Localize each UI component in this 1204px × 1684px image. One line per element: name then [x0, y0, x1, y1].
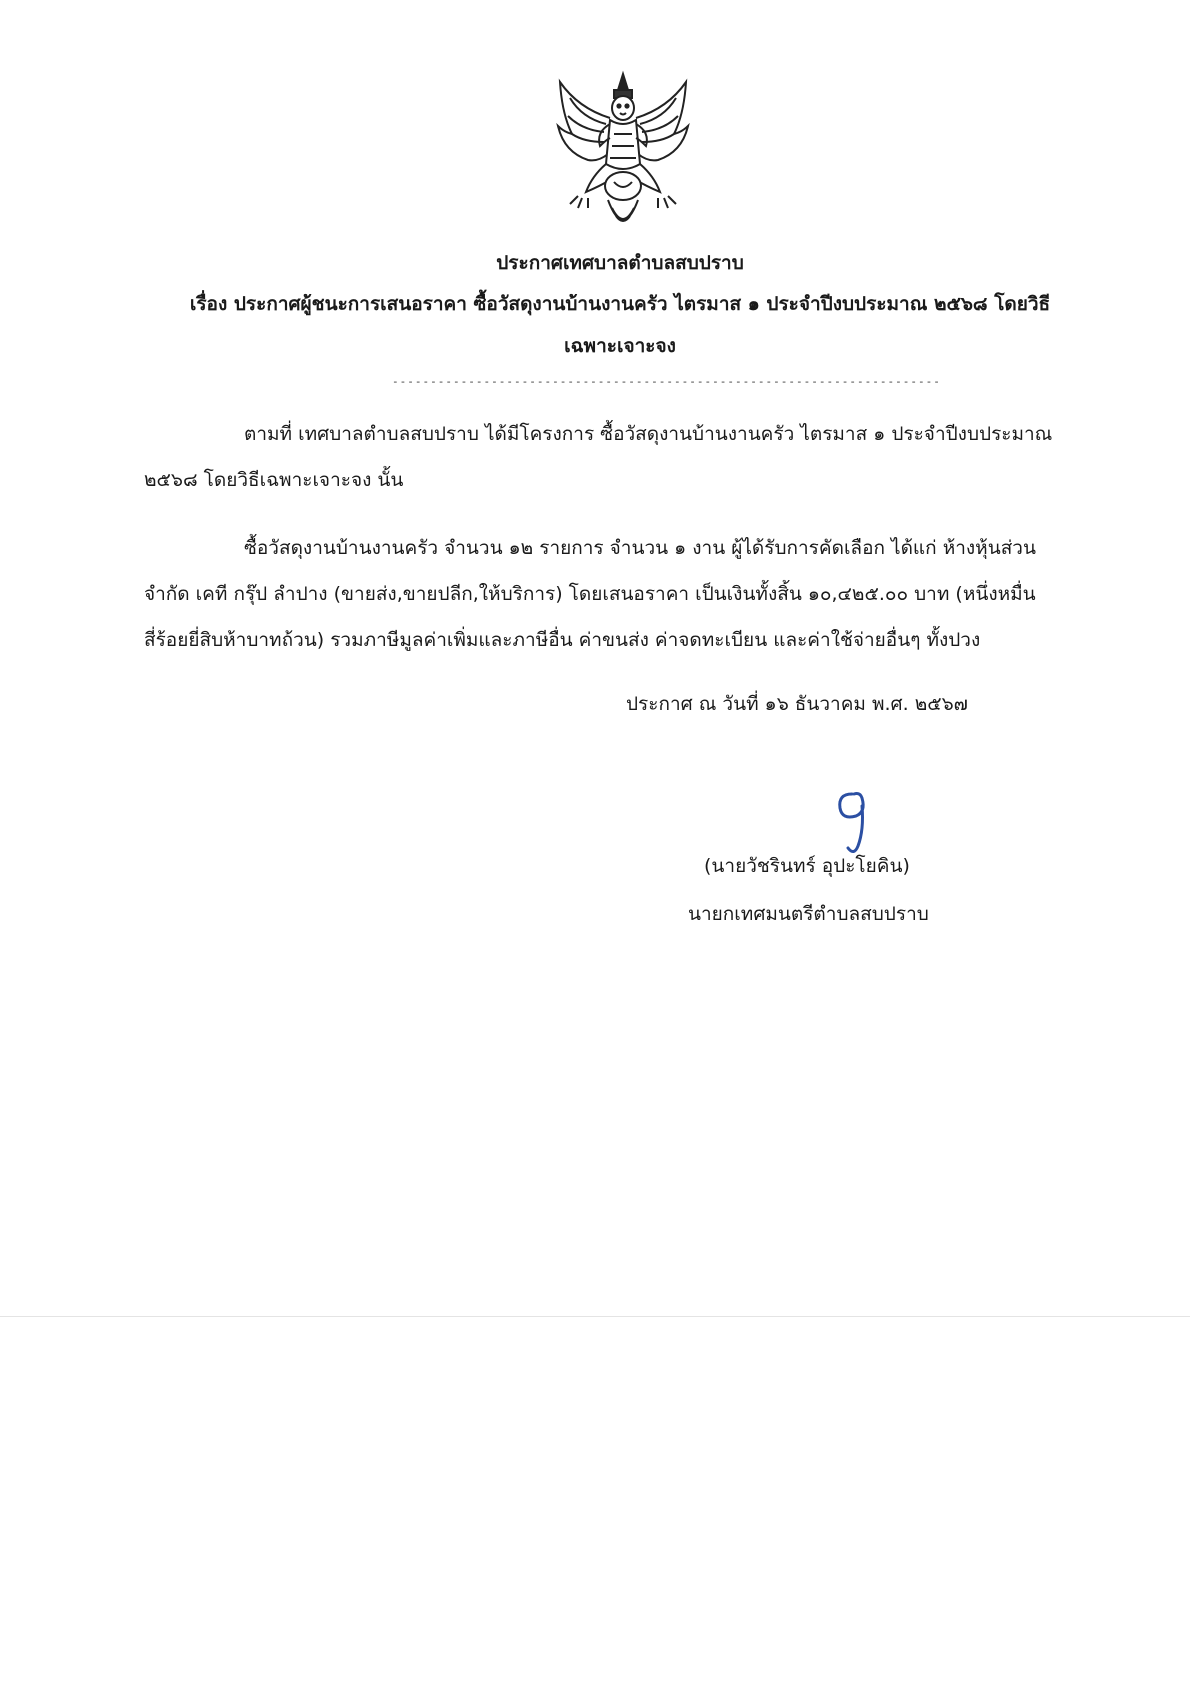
signer-title: นายกเทศมนตรีตำบลสบปราบ — [688, 903, 929, 925]
garuda-emblem-icon — [548, 68, 698, 244]
paragraph-2-line-3: สี่ร้อยยี่สิบห้าบาทถ้วน) รวมภาษีมูลค่าเพิ่มและภาษีอื่น ค่าขนส่ง ค่าจดทะเบียน และค่าใช้จ่ายอื่นๆ ทั้งปวง — [144, 629, 981, 651]
announcement-organization: ประกาศเทศบาลตำบลสบปราบ — [496, 252, 744, 274]
announcement-subject-continued: เฉพาะเจาะจง — [564, 335, 676, 357]
paragraph-1-line-1: ตามที่ เทศบาลตำบลสบปราบ ได้มีโครงการ ซื้อวัสดุงานบ้านงานครัว ไตรมาส ๑ ประจำปีงบประมาณ — [244, 423, 1053, 445]
paragraph-2-line-1: ซื้อวัสดุงานบ้านงานครัว จำนวน ๑๒ รายการ จำนวน ๑ งาน ผู้ได้รับการคัดเลือก ได้แก่ ห้างหุ้นส่วน — [244, 537, 1036, 559]
announcement-subject: เรื่อง ประกาศผู้ชนะการเสนอราคา ซื้อวัสดุงานบ้านงานครัว ไตรมาส ๑ ประจำปีงบประมาณ ๒๕๖๘ โดยวิธี — [189, 293, 1051, 315]
section-divider: ------------------------------------------------------------------------ — [392, 375, 941, 388]
paragraph-1-line-2: ๒๕๖๘ โดยวิธีเฉพาะเจาะจง นั้น — [144, 469, 404, 491]
page-fold-line — [0, 1316, 1190, 1317]
paragraph-2-line-2: จำกัด เคที กรุ๊ป ลำปาง (ขายส่ง,ขายปลีก,ให้บริการ) โดยเสนอราคา เป็นเงินทั้งสิ้น ๑๐,๔๒๕.๐๐ บาท (หนึ่งหมื่น — [144, 583, 1036, 605]
announcement-date: ประกาศ ณ วันที่ ๑๖ ธันวาคม พ.ศ. ๒๕๖๗ — [626, 693, 968, 715]
signer-name: (นายวัชรินทร์ อุปะโยคิน) — [704, 855, 910, 877]
